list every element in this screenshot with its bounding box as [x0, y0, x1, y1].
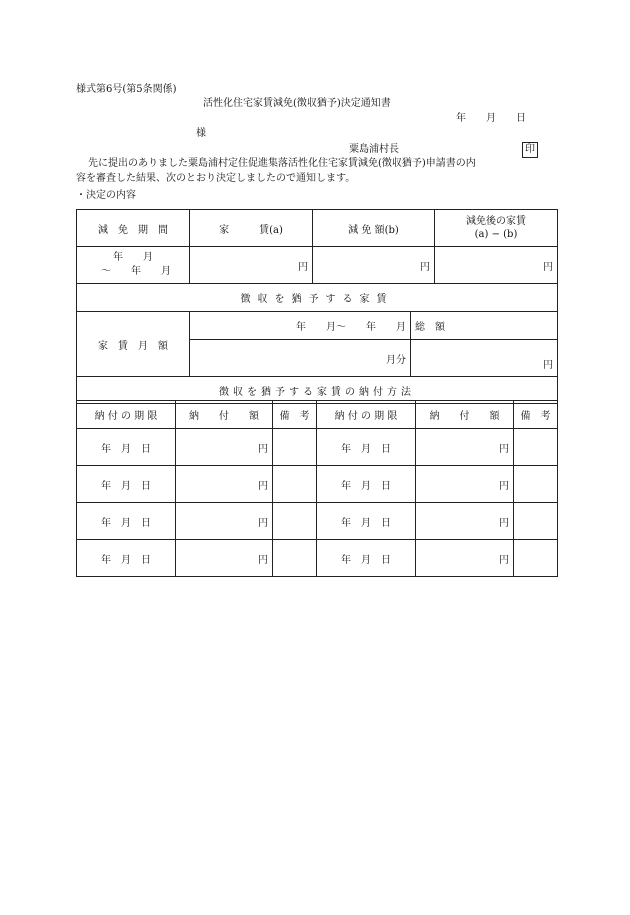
exemption-amount-header: 減 免 額(b)	[313, 210, 435, 247]
remarks-cell	[273, 540, 317, 577]
remarks-header: 備 考	[273, 401, 317, 429]
period-end: 〜 年 月	[101, 266, 171, 277]
remarks-cell	[514, 503, 558, 540]
period-start: 年 月	[113, 252, 153, 263]
remarks-header: 備 考	[514, 401, 558, 429]
amount-cell: 円	[176, 429, 273, 466]
form-number: 様式第6号(第5条関係)	[76, 84, 177, 95]
amount-cell: 円	[176, 503, 273, 540]
amount-cell: 円	[416, 503, 514, 540]
payment-row	[77, 466, 558, 503]
decision-value-row	[77, 247, 558, 284]
due-date-cell: 年 月 日	[77, 429, 176, 466]
due-date-cell: 年 月 日	[317, 540, 416, 577]
amount-cell: 円	[416, 540, 514, 577]
due-date-header: 納 付 の 期 限	[317, 401, 416, 429]
due-date-cell: 年 月 日	[77, 503, 176, 540]
remarks-cell	[514, 429, 558, 466]
payment-amount-header: 納 付 額	[416, 401, 514, 429]
seal-mark: 印	[522, 142, 538, 158]
amount-cell: 円	[416, 466, 514, 503]
due-date-cell: 年 月 日	[317, 429, 416, 466]
deferral-title-row	[77, 284, 558, 312]
rent-after-exemption-cell: 円	[435, 247, 558, 284]
notice-paragraph-line-1: 先に提出のありました粟島浦村定住促進集落活性化住宅家賃減免(徴収猶予)申請書の内	[88, 158, 476, 169]
months-cell: 月分	[190, 340, 411, 377]
due-date-cell: 年 月 日	[77, 540, 176, 577]
exemption-amount-cell: 円	[313, 247, 435, 284]
decision-header-row	[77, 210, 558, 247]
due-date-header: 納 付 の 期 限	[77, 401, 176, 429]
amount-cell: 円	[176, 540, 273, 577]
exemption-period-cell	[77, 247, 190, 284]
addressee-honorific: 様	[196, 128, 206, 139]
rent-cell: 円	[190, 247, 313, 284]
document-title: 活性化住宅家賃減免(徴収猶予)決定通知書	[203, 98, 391, 109]
deferral-title: 徴収を猶予する家賃	[77, 284, 558, 312]
due-date-cell: 年 月 日	[77, 466, 176, 503]
rent-header: 家 賃(a)	[190, 210, 313, 247]
payment-row	[77, 540, 558, 577]
total-amount-label: 総 額	[411, 312, 558, 340]
rent-after-exemption-formula: (a) − (b)	[474, 229, 518, 240]
decision-table	[76, 209, 558, 404]
payment-row	[77, 503, 558, 540]
payment-row	[77, 429, 558, 466]
payment-amount-header: 納 付 額	[176, 401, 273, 429]
total-amount-cell: 円	[411, 340, 558, 377]
amount-cell: 円	[416, 429, 514, 466]
monthly-rent-label: 家 賃 月 額	[77, 312, 190, 377]
remarks-cell	[273, 503, 317, 540]
remarks-cell	[273, 466, 317, 503]
rent-after-exemption-header	[435, 210, 558, 247]
deferral-period: 年 月〜 年 月	[190, 312, 411, 340]
payment-header-row	[77, 401, 558, 429]
remarks-cell	[514, 540, 558, 577]
notice-paragraph-line-2: 容を審査した結果、次のとおり決定しましたので通知します。	[76, 173, 356, 184]
amount-cell: 円	[176, 466, 273, 503]
payment-method-title: 徴収を猶予する家賃の納付方法	[77, 377, 558, 404]
remarks-cell	[273, 429, 317, 466]
issuer-name: 粟島浦村長	[349, 144, 399, 155]
deferral-row-1	[77, 312, 558, 340]
remarks-cell	[514, 466, 558, 503]
issue-date: 年 月 日	[456, 113, 526, 124]
rent-after-exemption-label: 減免後の家賃	[466, 216, 526, 227]
due-date-cell: 年 月 日	[317, 503, 416, 540]
payment-table	[76, 400, 558, 577]
exemption-period-header: 減 免 期 間	[77, 210, 190, 247]
due-date-cell: 年 月 日	[317, 466, 416, 503]
section-label: ・決定の内容	[76, 190, 136, 201]
